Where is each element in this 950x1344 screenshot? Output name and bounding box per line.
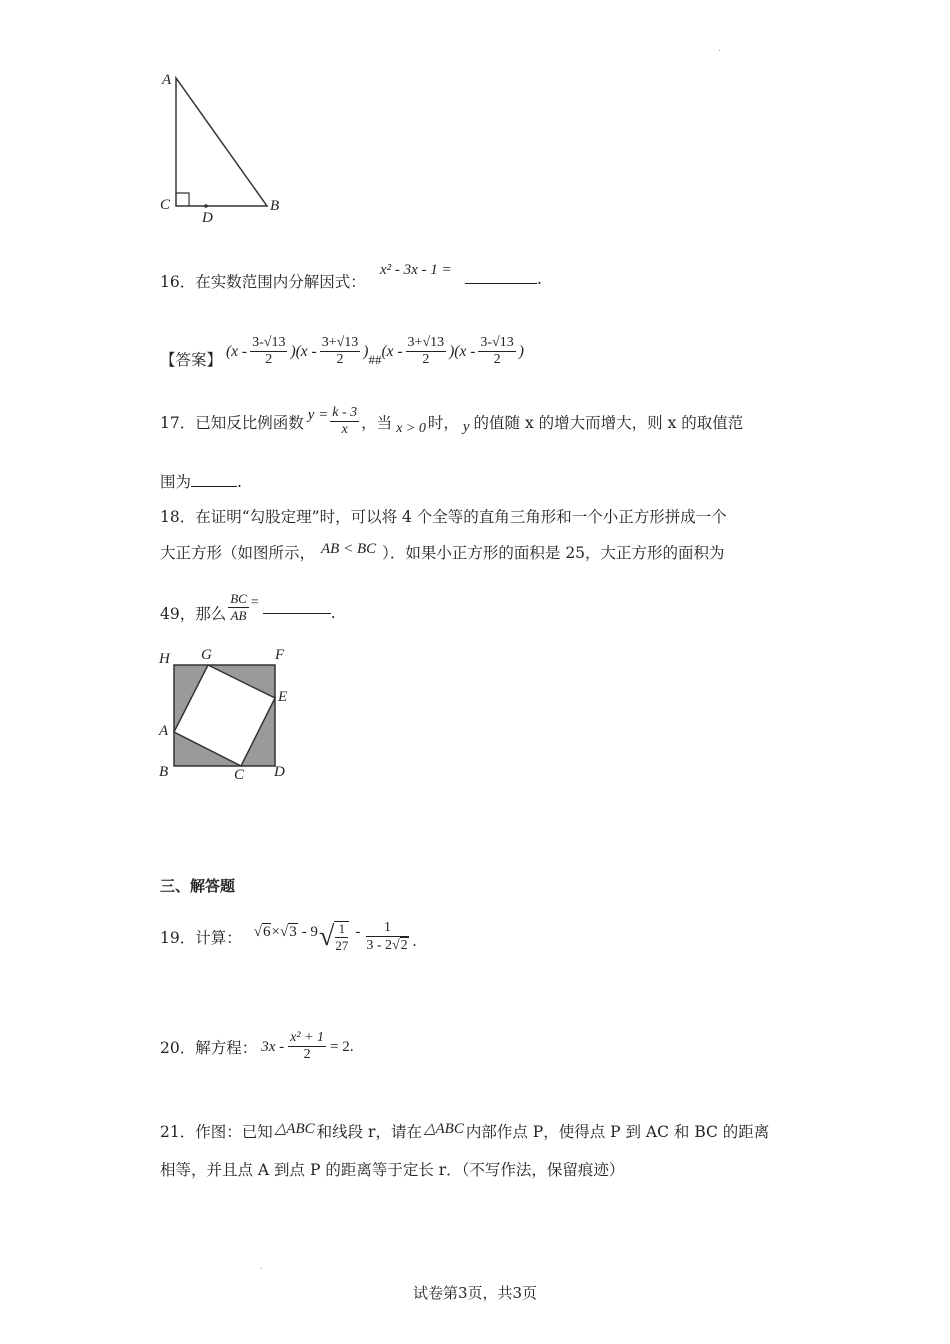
q17-number: 17．	[160, 413, 196, 432]
ans-a-pre: (x -	[226, 343, 248, 360]
radical-icon: √	[318, 921, 335, 952]
q20-end: .	[349, 1038, 354, 1055]
question-16	[160, 270, 366, 292]
q16-end: .	[537, 270, 542, 288]
q18-end: .	[330, 604, 336, 622]
q19-minus9: - 9	[301, 923, 318, 940]
label-e: E	[278, 689, 288, 705]
q17-line2	[160, 470, 242, 492]
q21-line2: 相等，并且点 A 到点 P 的距离等于定长 r．（不写作法，保留痕迹）	[160, 1161, 625, 1179]
q17-blank	[191, 485, 237, 487]
ans-a-frac1-num: 3-√13	[250, 335, 287, 352]
label-d: D	[202, 210, 213, 226]
q17-frac-den: x	[341, 422, 348, 438]
q17-text4: 的值随 x 的增大而增大，则 x 的取值范	[473, 413, 744, 432]
label-f: F	[275, 647, 285, 663]
label-a: A	[162, 72, 172, 88]
ans-b-mid: )(x -	[449, 343, 476, 360]
question-21	[160, 1120, 769, 1142]
q20-number: 20．	[160, 1039, 196, 1057]
ans-b-pre: (x -	[381, 343, 403, 360]
question-17	[160, 405, 743, 439]
q18-line3	[160, 592, 336, 624]
pythagoras-figure	[155, 645, 305, 790]
label-b2: B	[159, 764, 169, 780]
q20-rhs: = 2	[330, 1038, 350, 1055]
q18-cond: AB < BC	[321, 540, 377, 557]
q16-expr: x² - 3x - 1 =	[380, 262, 452, 278]
q19-inner-frac	[334, 921, 349, 954]
label-h: H	[159, 651, 170, 667]
q18-frac-den: AB	[230, 608, 247, 624]
q18-line3a: 49，那么	[160, 605, 227, 623]
label-b: B	[270, 198, 280, 214]
q19-inner-den: 27	[335, 937, 349, 953]
q16-answer	[160, 334, 524, 370]
q18-line2a: 大正方形（如图所示，	[160, 544, 316, 562]
q19-minus: -	[355, 923, 361, 940]
q17-cond: x > 0	[396, 420, 426, 436]
answer-separator: ##	[368, 352, 382, 367]
q17-y-eq: y =	[307, 407, 329, 424]
page-footer: 试卷第3页，共3页	[412, 1284, 538, 1302]
q21-t2: 和线段 r，请在	[316, 1123, 422, 1141]
ans-a-mid: )(x -	[290, 343, 317, 360]
question-20	[160, 1024, 354, 1070]
ans-b-frac2	[478, 335, 515, 369]
q19-frac-den-b: 2	[400, 937, 408, 953]
answer-label: 【答案】	[160, 351, 223, 369]
q19-frac: $\frac{1}{3 - 2√2}$	[366, 919, 408, 953]
q18-line2b: ）．如果小正方形的面积是 25，大正方形的面积为	[382, 544, 725, 562]
q18-blank	[263, 612, 331, 614]
q16-answer-blank-row	[465, 270, 542, 288]
ans-a-post: )	[363, 343, 369, 360]
ans-a-frac2	[320, 335, 361, 369]
q21-tri1: △ABC	[274, 1120, 315, 1137]
label-a2: A	[159, 723, 169, 739]
ans-b-frac2-num: 3-√13	[478, 335, 515, 352]
question-19: 19． 计算： √6 × √3 - 9 √ $\frac{1}{27}$ - $\frac{1}{3 - 2√2}$ .	[160, 919, 417, 953]
q19-text: 计算：	[195, 929, 242, 947]
q17-line2-text: 围为	[160, 473, 192, 491]
label-d2: D	[274, 764, 285, 780]
q17-text3: 时，	[427, 413, 459, 432]
q17-frac-num: k - 3	[330, 405, 359, 422]
ans-a-frac1	[250, 335, 287, 369]
q21-number: 21．	[160, 1123, 196, 1141]
q17-frac	[330, 405, 359, 439]
bottom-mark: .	[260, 1262, 263, 1272]
q18-number: 18．	[160, 508, 196, 526]
label-g: G	[201, 647, 212, 663]
q20-lhs: 3x -	[261, 1038, 285, 1055]
q17-y: y	[462, 419, 470, 436]
q18-eq: =	[250, 595, 259, 610]
ans-b-frac2-den: 2	[493, 352, 501, 368]
q19-end: .	[412, 933, 417, 950]
q21-t3: 内部作点 P，使得点 P 到 AC 和 BC 的距离	[465, 1123, 770, 1141]
ans-a-frac2-den: 2	[336, 352, 344, 368]
q17-text1: 已知反比例函数	[195, 413, 304, 432]
section-title: 三、解答题	[160, 877, 236, 895]
label-c: C	[160, 197, 171, 213]
ans-b-frac1-num: 3+√13	[406, 335, 447, 352]
q20-frac	[288, 1030, 326, 1064]
question-18	[160, 505, 727, 527]
q21-t1: 作图：已知	[195, 1123, 273, 1141]
q21-tri2: △ABC	[423, 1120, 464, 1137]
ans-b-frac1-den: 2	[422, 352, 430, 368]
ans-a-frac1-den: 2	[265, 352, 273, 368]
q18-frac-num: BC	[230, 591, 247, 607]
q18-line2	[160, 541, 725, 563]
ans-b-post: )	[518, 343, 524, 360]
q16-number: 16．	[160, 273, 196, 291]
label-c2: C	[234, 767, 245, 783]
triangle-figure	[150, 70, 300, 230]
q20-frac-den: 2	[303, 1047, 311, 1063]
q19-number: 19．	[160, 929, 196, 947]
q16-text: 在实数范围内分解因式：	[195, 273, 366, 291]
ans-a-frac2-num: 3+√13	[320, 335, 361, 352]
top-mark: .	[718, 44, 721, 54]
q19-times: ×	[271, 923, 280, 940]
q17-text2: ，当	[361, 413, 393, 432]
q19-r3: 3	[289, 924, 297, 940]
q19-frac-den-a: 3 - 2	[366, 937, 392, 953]
ans-b-frac1	[406, 335, 447, 369]
q20-frac-num: x² + 1	[288, 1030, 326, 1047]
q19-r6: 6	[262, 924, 271, 940]
q18-frac	[228, 592, 249, 624]
q20-text: 解方程：	[195, 1039, 258, 1057]
q17-end: .	[237, 473, 242, 491]
q16-blank	[465, 282, 537, 284]
q18-line1: 在证明“勾股定理”时，可以将 4 个全等的直角三角形和一个小正方形拼成一个	[195, 508, 727, 526]
q19-inner-num: 1	[335, 922, 348, 938]
q19-frac-num: 1	[366, 920, 408, 937]
